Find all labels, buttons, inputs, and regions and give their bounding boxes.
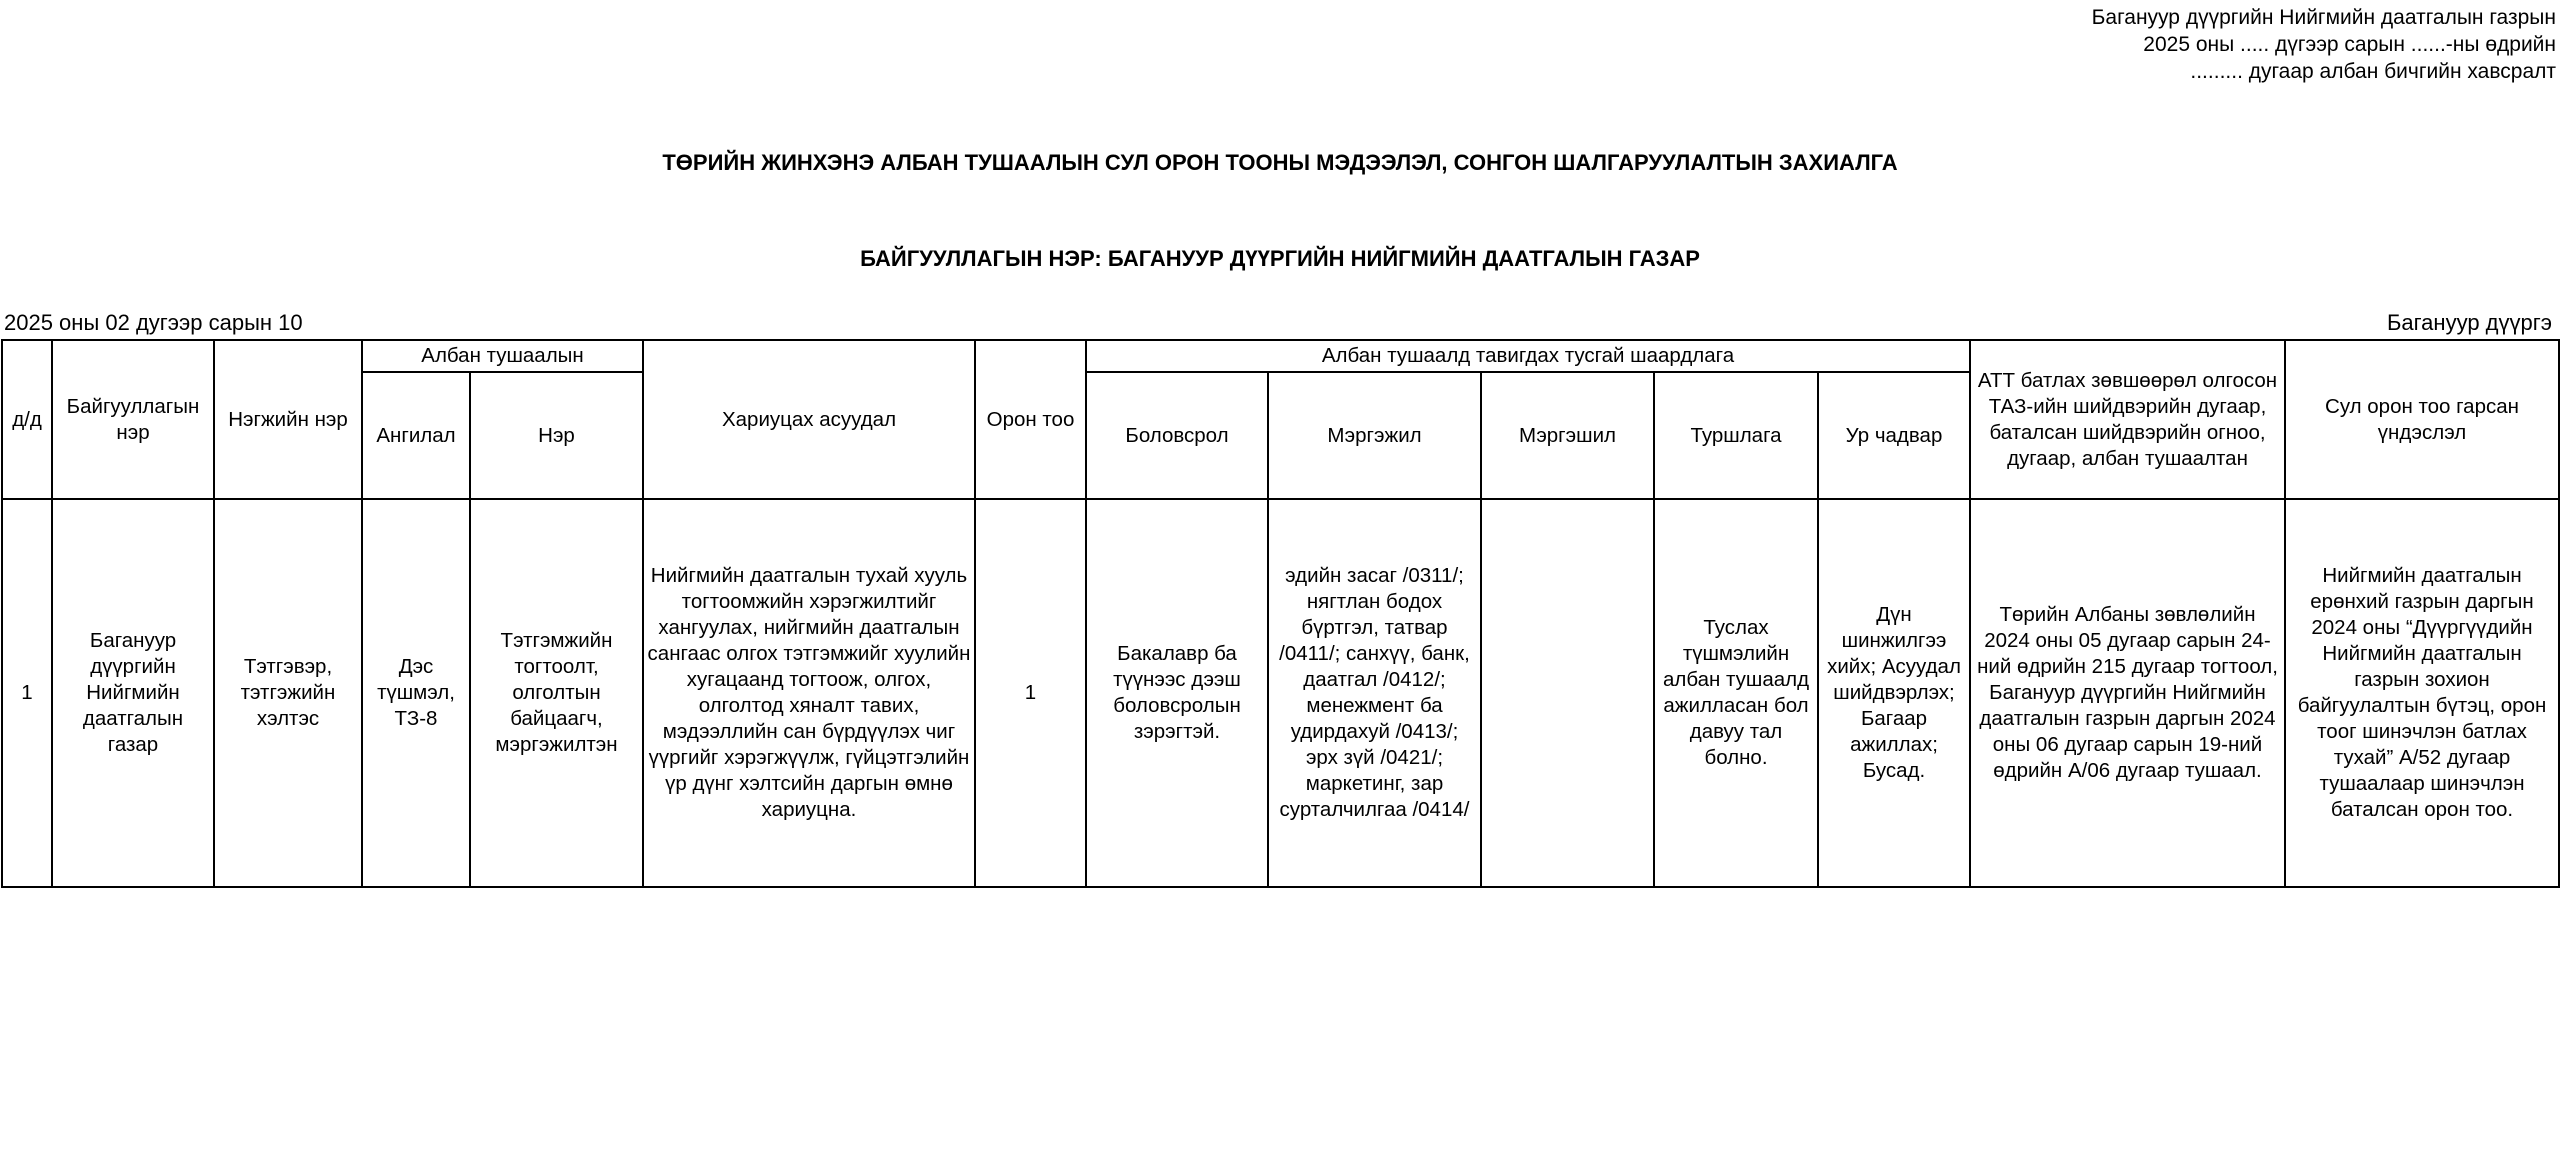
header-category: Ангилал	[362, 372, 470, 499]
header-education: Боловсрол	[1086, 372, 1268, 499]
header-no: д/д	[2, 340, 52, 499]
cell-category: Дэс түшмэл, ТЗ-8	[362, 499, 470, 887]
cell-unit-name: Тэтгэвэр, тэтгэжийн хэлтэс	[214, 499, 362, 887]
document-title: ТӨРИЙН ЖИНХЭНЭ АЛБАН ТУШААЛЫН СУЛ ОРОН ТООНЫ МЭДЭЭЛЭЛ, СОНГОН ШАЛГАРУУЛАЛТЫН ЗАХИАЛГА	[662, 150, 1898, 175]
cell-skill	[1481, 499, 1654, 887]
header-experience: Туршлага	[1654, 372, 1818, 499]
attachment-note-line-3: ......... дугаар албан бичгийн хавсралт	[2190, 60, 2556, 83]
header-duties: Хариуцах асуудал	[643, 340, 975, 499]
cell-competency: Дүн шинжилгээ хийх; Асуудал шийдвэрлэх; Багаар ажиллах; Бусад.	[1818, 499, 1970, 887]
cell-vacancies: 1	[975, 499, 1086, 887]
organization-title: БАЙГУУЛЛАГЫН НЭР: БАГАНУУР ДҮҮРГИЙН НИЙГМИЙН ДААТГАЛЫН ГАЗАР	[860, 246, 1700, 271]
header-unit-name: Нэгжийн нэр	[214, 340, 362, 499]
header-requirements-group: Албан тушаалд тавигдах тусгай шаардлага	[1086, 340, 1970, 372]
cell-vacancy-basis: Нийгмийн даатгалын ерөнхий газрын даргын 2024 оны “Дүүргүүдийн Нийгмийн даатгалын газрын зохион байгуулалтын бүтэц, орон тоог шинэчлэн батлах тухай” А/52 дугаар тушаалаар шинэчлэн баталсан орон тоо.	[2285, 499, 2559, 887]
header-skill: Мэргэшил	[1481, 372, 1654, 499]
cell-no: 1	[2, 499, 52, 887]
header-vacancies: Орон тоо	[975, 340, 1086, 499]
header-att-approval: АТТ батлах зөвшөөрөл олгосон ТАЗ-ийн шийдвэрийн дугаар, баталсан шийдвэрийн огноо, дугаар, албан тушаалтан	[1970, 340, 2285, 499]
cell-duties: Нийгмийн даатгалын тухай хууль тогтоомжийн хэрэгжилтийг хангуулах, нийгмийн даатгалын сангаас олгох тэтгэмжийг хуулийн хугацаанд тогтоож, олгох, олголтод хяналт тавих, мэдээллийн сан бүрдүүлэх чиг үүргийг хэрэгжүүлж, гүйцэтгэлийн үр дүнг хэлтсийн даргын өмнө хариуцна.	[643, 499, 975, 887]
cell-profession: эдийн засаг /0311/; нягтлан бодох бүртгэл, татвар /0411/; санхүү, банк, даатгал /0412/; менежмент ба удирдахуй /0413/; эрх зүй /0421/; маркетинг, зар сурталчилгаа /0414/	[1268, 499, 1481, 887]
header-vacancy-basis: Сул орон тоо гарсан үндэслэл	[2285, 340, 2559, 499]
cell-name: Тэтгэмжийн тогтоолт, олголтын байцаагч, мэргэжилтэн	[470, 499, 643, 887]
header-name: Нэр	[470, 372, 643, 499]
table-header-row-1	[2, 340, 2559, 372]
attachment-note	[2092, 4, 2556, 85]
vacancy-table	[1, 339, 2560, 888]
header-competency: Ур чадвар	[1818, 372, 1970, 499]
attachment-note-line-1: Багануур дүүргийн Нийгмийн даатгалын газрын	[2091, 6, 2556, 29]
cell-org-name: Багануур дүүргийн Нийгмийн даатгалын газар	[52, 499, 214, 887]
table-row	[2, 499, 2559, 887]
header-profession: Мэргэжил	[1268, 372, 1481, 499]
cell-att-approval: Төрийн Албаны зөвлөлийн 2024 оны 05 дугаар сарын 24-ний өдрийн 215 дугаар тогтоол, Багануур дүүргийн Нийгмийн даатгалын газрын даргын 2024 оны 06 дугаар сарын 19-ний өдрийн А/06 дугаар тушаал.	[1970, 499, 2285, 887]
header-org-name: Байгууллагын нэр	[52, 340, 214, 499]
cell-experience: Туслах түшмэлийн албан тушаалд ажилласан бол давуу тал болно.	[1654, 499, 1818, 887]
document-date: 2025 оны 02 дугээр сарын 10	[4, 310, 303, 335]
header-position-group: Албан тушаалын	[362, 340, 643, 372]
attachment-note-line-2: 2025 оны ..... дүгээр сарын ......-ны өдрийн	[2143, 33, 2556, 56]
document-place: Багануур дүүргэ	[2386, 310, 2552, 335]
cell-education: Бакалавр ба түүнээс дээш боловсролын зэрэгтэй.	[1086, 499, 1268, 887]
